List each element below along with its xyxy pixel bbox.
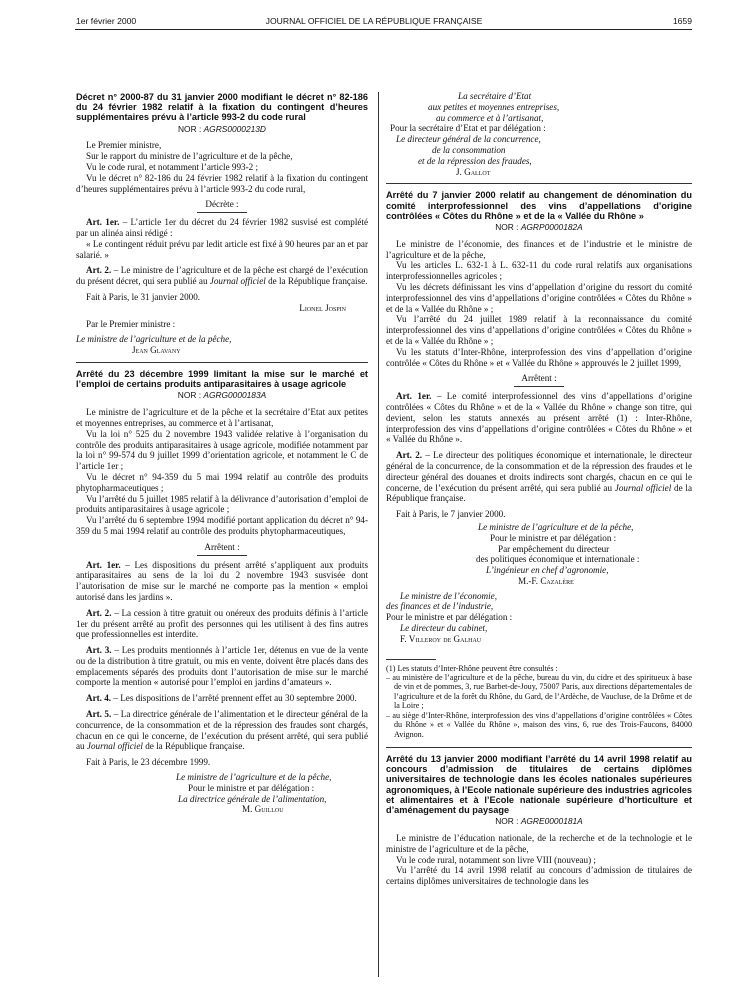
article-text: – La cession à titre gratuit ou onéreux des produits définis à l’article 1er du présent arrêté au profit des personnes qui les utilisent à des fins autres que professionnelles est interdite. [76,607,368,640]
paragraph: Le Premier ministre, [86,140,162,151]
paragraph: Le ministre de l’économie, des finances et de l’industrie et le ministre de l’agriculture et de la pêche, [386,238,692,260]
article-2 [76,608,368,640]
header-page-number: 1659 [672,16,692,26]
column-divider [378,92,379,977]
article-4 [76,693,368,704]
arretent-heading: Arrêtent : [204,541,240,552]
signature-date: Fait à Paris, le 7 janvier 2000. [396,509,506,520]
paragraph: Vu les articles L. 632-1 à L. 632-11 du code rural relatifs aux organisations interprofessionnelles agricoles ; [386,260,692,282]
signatory-name: M.-F. Cazalère [518,575,574,586]
arrete-title: Arrêté du 7 janvier 2000 relatif au changement de dénomination du comité interprofessionnel des vins d’appellations d’origine contrôlées « Côtes du Rhône » et de la « Vallée du Rhône » [386,190,692,221]
header-rule [75,29,692,30]
arretent-heading: Arrêtent : [521,373,557,384]
signature-line: La secrétaire d’Etat [458,91,532,101]
journal-officiel-ref: Journal officiel [86,741,143,752]
article-label: Art. 4. [86,693,112,704]
signature-line: Pour le ministre et par délégation : [188,782,315,793]
nor-reference [76,124,368,135]
signature-line: Pour la secrétaire d’Etat et par délégation : [390,123,546,134]
signature-line: Le directeur général de la concurrence, [396,134,541,145]
short-rule [197,212,247,213]
paragraph: Vu l’arrêté du 5 juillet 1985 relatif à la délivrance d’autorisation d’emploi de produits antiparasitaires à usage agricole ; [76,493,368,515]
footnote-line: – au ministère de l’agriculture et de la pêche, bureau du vin, du cidre et des spiritueux à base de vin et de pommes, 3, rue Barbet-de-Jouy, 75007 Paris, aux directions départementales de l’agriculture et de la forêt du Rhône, du Gard, de l’Ardèche, de Vaucluse, de la Drôme et de la Loire ; [386,673,692,711]
article-1 [386,391,692,445]
arrete-title: Arrêté du 23 décembre 1999 limitant la mise sur le marché et l’emploi de certains produits antiparasitaires à usage agricole [76,368,368,390]
signature-block [390,91,692,177]
nor-label: NOR : [177,390,202,401]
article-label: Art. 1er. [396,391,432,402]
signature-line: au commerce et à l’artisanat, [436,112,544,123]
journal-officiel-ref: Journal officiel [209,276,266,287]
right-column [386,92,692,887]
article-5 [76,709,368,752]
signature-line: Le ministre de l’agriculture et de la pêche, [76,334,232,345]
signature-date: Fait à Paris, le 31 janvier 2000. [86,291,201,302]
nor-code: AGRG0000183A [203,390,267,401]
signatory-name: J. Gallot [456,166,491,177]
article-label: Art. 5. [86,709,112,720]
arrete-1999-12-23 [76,369,368,815]
short-rule [514,386,564,387]
article-text: – Les produits mentionnés à l’article 1er, détenus en vue de la vente ou de la distribution à titre gratuit, ou mis en vente, doivent être placés dans des emplacements séparés des produits dont l’autorisation de mise sur le marché comporte la mention « autorisé pour l’emploi en jardins d’amateurs ». [76,645,369,688]
paragraph: Vu l’arrêté du 24 juillet 1989 relatif à la reconnaissance du comité interprofessionnel des vins d’appellations d’origine contrôlées « Côtes du Rhône » et de la « Vallée du Rhône » ; [386,314,692,346]
article-text: – Les dispositions de l’arrêté prennent effet au 30 septembre 2000. [111,693,357,704]
article-text: de la République française. [265,276,368,287]
signature-block [386,591,692,645]
signatory-name: M. Guillou [242,804,284,815]
arrete-2000-01-13 [386,754,692,887]
signature-line: Pour le ministre et par délégation : [386,612,513,623]
signature-line: Le ministre de l’agriculture et de la pêche, [478,521,634,532]
article-text: de la République française. [142,741,245,752]
signatory-name: F. Villeroy de Galhau [400,633,482,644]
article-text: – La directrice générale de l’alimentation et le directeur général de la concurrence, de la consommation et de la répression des fraudes sont chargés, chacun en ce qui le concerne, de l’exécution du présent arrêté, qui sera publié au [76,709,368,752]
arrete-title: Arrêté du 13 janvier 2000 modifiant l’arrêté du 14 avril 1998 relatif au concours d’admission de titulaires de certains diplômes universitaires de technologie dans les écoles nationales supérieures agronomiques, à l’Ecole nationale supérieure des industries agricoles et alimentaires et à l’Ecole nationale supérieure d’horticulture et d’aménagement du paysage [386,753,692,815]
footnote-line: – au siège d’Inter-Rhône, interprofession des vins d’appellations d’origine contrôlées « Côtes du Rhône » et « Vallée du Rhône », maison des vins, 6, rue des Trois-Faucons, 84000 Avignon. [386,710,692,739]
article-label: Art. 2. [86,607,112,618]
arrete-2000-01-07 [386,190,692,644]
nor-reference [386,222,692,233]
nor-label: NOR : [178,123,202,134]
paragraph: Vu le décret n° 94-359 du 5 mai 1994 relatif au contrôle des produits phytopharmaceutiques ; [76,471,368,493]
journal-officiel-ref: Journal officiel [614,482,672,493]
signature-line: des politiques économique et internationale : [476,554,640,565]
article-text: – Le comité interprofessionnel des vins d’appellations d’origine contrôlées « Côtes du Rhône » et de la « Vallée du Rhône » change son titre, qui devient, selon les statuts annexés au présent arrêté (1) : Inter-Rhône, interprofession des vins d’appellations d’origine contrôlées « Côtes du Rhône » et « Vallée du Rhône ». [386,391,692,445]
nor-code: AGRP0000182A [520,221,583,232]
signature-line: Par le Premier ministre : [86,318,176,329]
paragraph: Vu les statuts d’Inter-Rhône, interprofession des vins d’appellation d’origine contrôlée « Côtes du Rhône » et « Vallée du Rhône » approuvés le 2 juillet 1999, [386,346,692,368]
article-text: – L’article 1er du décret du 24 février 1982 susvisé est complété par un alinéa ainsi rédigé : [76,217,368,238]
paragraph: Sur le rapport du ministre de l’agriculture et de la pêche, [86,151,293,162]
paragraph: Vu l’arrêté du 14 avril 1998 relatif au concours d’admission de titulaires de certains diplômes universitaires de technologie dans les [386,865,692,887]
article-label: Art. 1er. [86,217,120,228]
article-text: – Le directeur des politiques économique et internationale, le directeur général de la concurrence, de la consommation et de la répression des fraudes et le directeur général des douanes et droits indirects sont chargés, chacun en ce qui le concerne, de l’exécution du présent arrêté, qui sera publié au [386,450,692,493]
short-rule [197,555,247,556]
article-label: Art. 3. [86,645,112,656]
signature-line: L’ingénieur en chef d’agronomie, [486,565,609,576]
paragraph: Vu l’arrêté du 6 septembre 1994 modifié portant application du décret n° 94-359 du 5 mai 1994 relatif au contrôle des produits phytopharmaceutiques, [76,515,368,536]
section-rule [76,362,368,363]
footnote-rule [386,659,436,660]
nor-code: AGRE0000181A [520,816,583,827]
paragraph: Vu le code rural, et notamment l’article 993-2 ; [86,162,259,172]
paragraph: Vu la loi n° 525 du 2 novembre 1943 validée relative à l’organisation du contrôle des produits antiparasitaires à usage agricole, modifiée notamment par la loi n° 99-574 du 9 juillet 1999 d’orientation agricole, et notamment le C de l’article 1er ; [76,428,368,472]
signature-line: des finances et de l’industrie, [386,601,494,612]
signature-line: La directrice générale de l’alimentation, [178,793,327,804]
signature-line: Le ministre de l’agriculture et de la pêche, [176,772,332,783]
nor-code: AGRS0000213D [203,123,266,134]
article-text: – Les dispositions du présent arrêté s’appliquent aux produits antiparasitaires au sens de la loi du 2 novembre 1943 susvisée dont l’autorisation de mise sur le marché ne comporte pas la mention « emploi autorisé dans les jardins ». [76,559,368,602]
left-column [76,92,368,815]
decrete-heading: Décrète : [205,199,239,210]
paragraph: Vu le décret n° 82-186 du 24 février 1982 relatif à la fixation du contingent d’heures supplémentaires prévu à l’article 993-2 du code rural, [76,172,368,194]
signature-line: et de la répression des fraudes, [418,155,532,166]
signature-line: de la consommation [432,144,506,155]
signature-line: Le directeur du cabinet, [400,623,488,634]
signatory-name: Jean Glavany [132,345,181,356]
nor-reference [76,390,368,401]
header-date: 1er février 2000 [76,16,137,26]
paragraph: Le ministre de l’éducation nationale, de la recherche et de la technologie et le ministre de l’agriculture et de la pêche, [386,832,692,854]
footnote-line: (1) Les statuts d’Inter-Rhône peuvent être consultés : [386,663,558,673]
article-3 [76,645,368,688]
signature-line: Le ministre de l’économie, [400,590,497,601]
section-rule [386,183,692,184]
paragraph: Vu les décrets définissant les vins d’appellation d’origine du ressort du comité interprofessionnel des vins d’appellations d’origine contrôlées « Côtes du Rhône » et de la « Vallée du Rhône » ; [386,281,692,314]
signature-block [478,522,692,587]
article-label: Art. 2. [86,265,112,276]
signature-date: Fait à Paris, le 23 décembre 1999. [86,757,211,768]
paragraph: Le ministre de l’agriculture et de la pêche et la secrétaire d’Etat aux petites et moyennes entreprises, au commerce et à l’artisanat, [76,407,368,428]
signatory-name: Lionel Jospin [299,302,346,313]
article-1 [76,560,368,603]
nor-reference [386,816,692,827]
header-journal-title: JOURNAL OFFICIEL DE LA RÉPUBLIQUE FRANÇAISE [265,16,483,26]
nor-label: NOR : [495,221,519,232]
decree-2000-87 [76,92,368,356]
signature-line: aux petites et moyennes entreprises, [428,101,560,112]
article-2 [386,450,692,504]
article-text: de la République française. [386,482,693,504]
article-2 [76,265,368,287]
article-quote: « Le contingent réduit prévu par ledit article est fixé à 90 heures par an et par salarié. » [76,238,368,260]
nor-label: NOR : [495,816,519,827]
decree-title: Décret n° 2000-87 du 31 janvier 2000 modifiant le décret n° 82-186 du 24 février 1982 relatif à la fixation du contingent d’heures supplémentaires prévu à l’article 993-2 du code rural [76,92,368,123]
article-1 [76,217,368,239]
footnote [386,664,692,739]
signature-block [176,772,368,815]
signature-line: Par empêchement du directeur [498,543,610,554]
paragraph: Vu le code rural, notamment son livre VIII (nouveau) ; [396,854,596,865]
section-rule [386,747,692,748]
article-label: Art. 2. [396,450,423,461]
signature-line: Pour le ministre et par délégation : [490,532,617,543]
article-text: – Le ministre de l’agriculture et de la pêche est chargé de l’exécution du présent décret, qui sera publié au [76,265,368,287]
article-label: Art. 1er. [86,559,121,570]
